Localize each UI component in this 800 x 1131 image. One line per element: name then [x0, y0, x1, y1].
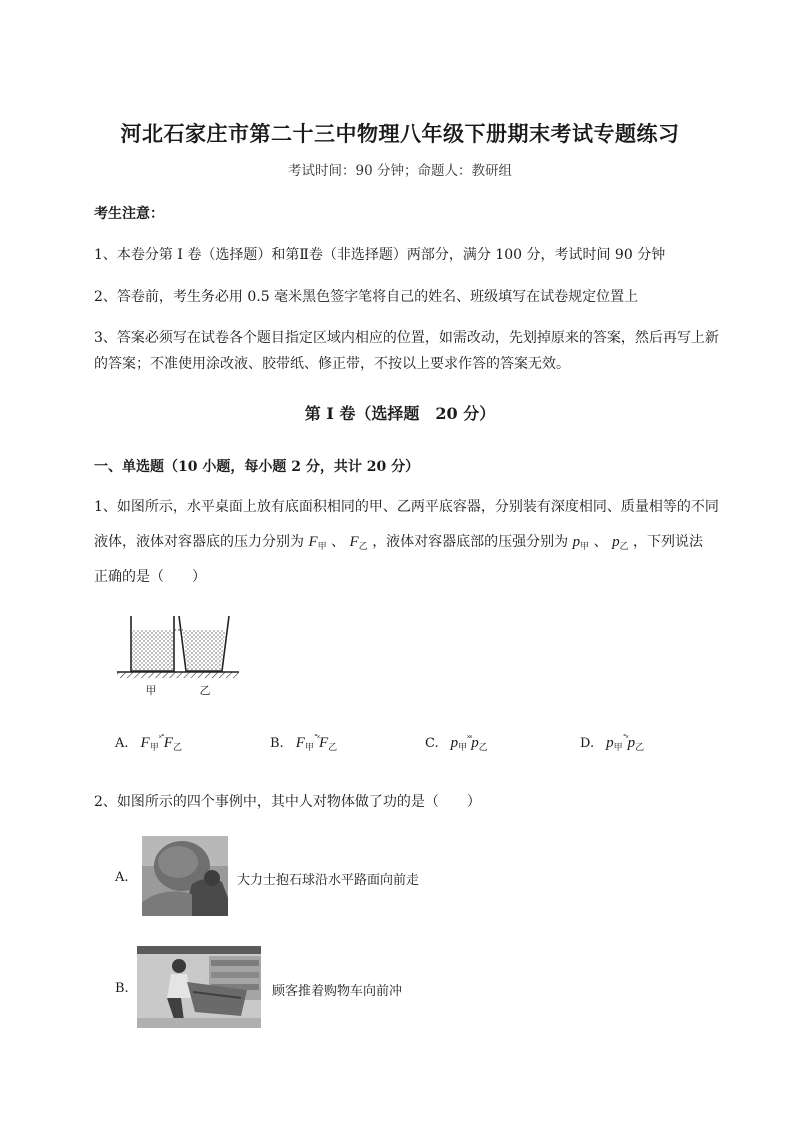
force-jia: $F_甲$: [308, 534, 327, 552]
q1-line-2: [94, 525, 724, 564]
q1-text-a: 液体，液体对容器底的压力分别为: [94, 534, 304, 550]
separator: 、: [593, 534, 608, 550]
q2-text: 2、如图所示的四个事例中，其中人对物体做了功的是（ ）: [94, 794, 481, 810]
label-yi: 乙: [199, 684, 211, 697]
multiple-choice-heading: 一、单选题（10 小题，每小题 2 分，共计 20 分）: [94, 459, 420, 475]
q2-option-a-letter[interactable]: A.: [115, 870, 129, 885]
page-title: 河北石家庄市第二十三中物理八年级下册期末考试专题练习: [120, 121, 680, 146]
notice-heading: 考生注意：: [94, 206, 164, 222]
ground-hatch: [117, 672, 239, 678]
separator: 、: [331, 534, 346, 550]
q1-option-a[interactable]: A. $F_甲^{˟˚}F_乙$: [115, 734, 182, 753]
notice-item-3: 3、答案必须写在试卷各个题目指定区域内相应的位置，如需改动，先划掉原来的答案，然后再写上新的答案；不准使用涂改液、胶带纸、修正带，不按以上要求作答的答案无效。: [94, 330, 719, 372]
q1-option-b[interactable]: B. $F_甲^{˚˟}F_乙$: [270, 734, 338, 753]
pressure-jia: $p_甲$: [572, 534, 590, 552]
q1-option-c[interactable]: C. $p_甲^{˟˟}p_乙$: [425, 734, 488, 753]
notice-item-2: 2、答卷前，考生务必用 0.5 毫米黑色签字笔将自己的姓名、班级填写在试卷规定位置上: [94, 289, 639, 305]
q2-option-b-caption: 顾客推着购物车向前冲: [272, 984, 403, 999]
notice-item-1: 1、本卷分第 I 卷（选择题）和第Ⅱ卷（非选择题）两部分，满分 100 分，考试时间 90 分钟: [94, 247, 666, 263]
q1-option-d[interactable]: D. $p_甲^{˚˟}p_乙$: [580, 734, 645, 753]
force-yi: $F_乙$: [349, 534, 368, 552]
label-jia: 甲: [145, 684, 157, 697]
shopping-cart-photo: [137, 946, 261, 1028]
pressure-yi: $p_乙$: [612, 534, 629, 552]
q1-text-c: ，下列说法: [633, 534, 704, 550]
section-title: 第 I 卷（选择题 20 分）: [304, 404, 496, 423]
q1-line-3: 正确的是（ ）: [94, 569, 206, 585]
exam-info: 考试时间：90 分钟；命题人：教研组: [288, 163, 512, 179]
q1-text-b: ，液体对容器底部的压强分别为: [372, 534, 569, 550]
liquid-yi: [183, 630, 225, 670]
q1-line-1: 1、如图所示，水平桌面上放有底面积相同的甲、乙两平底容器，分别装有深度相同、质量相等的不同: [94, 499, 719, 515]
q2-option-b-letter[interactable]: B.: [115, 981, 129, 996]
strongman-photo: [142, 836, 228, 916]
containers-figure: [115, 612, 245, 702]
liquid-jia: [132, 630, 173, 670]
q2-option-a-caption: 大力士抱石球沿水平路面向前走: [237, 873, 420, 888]
